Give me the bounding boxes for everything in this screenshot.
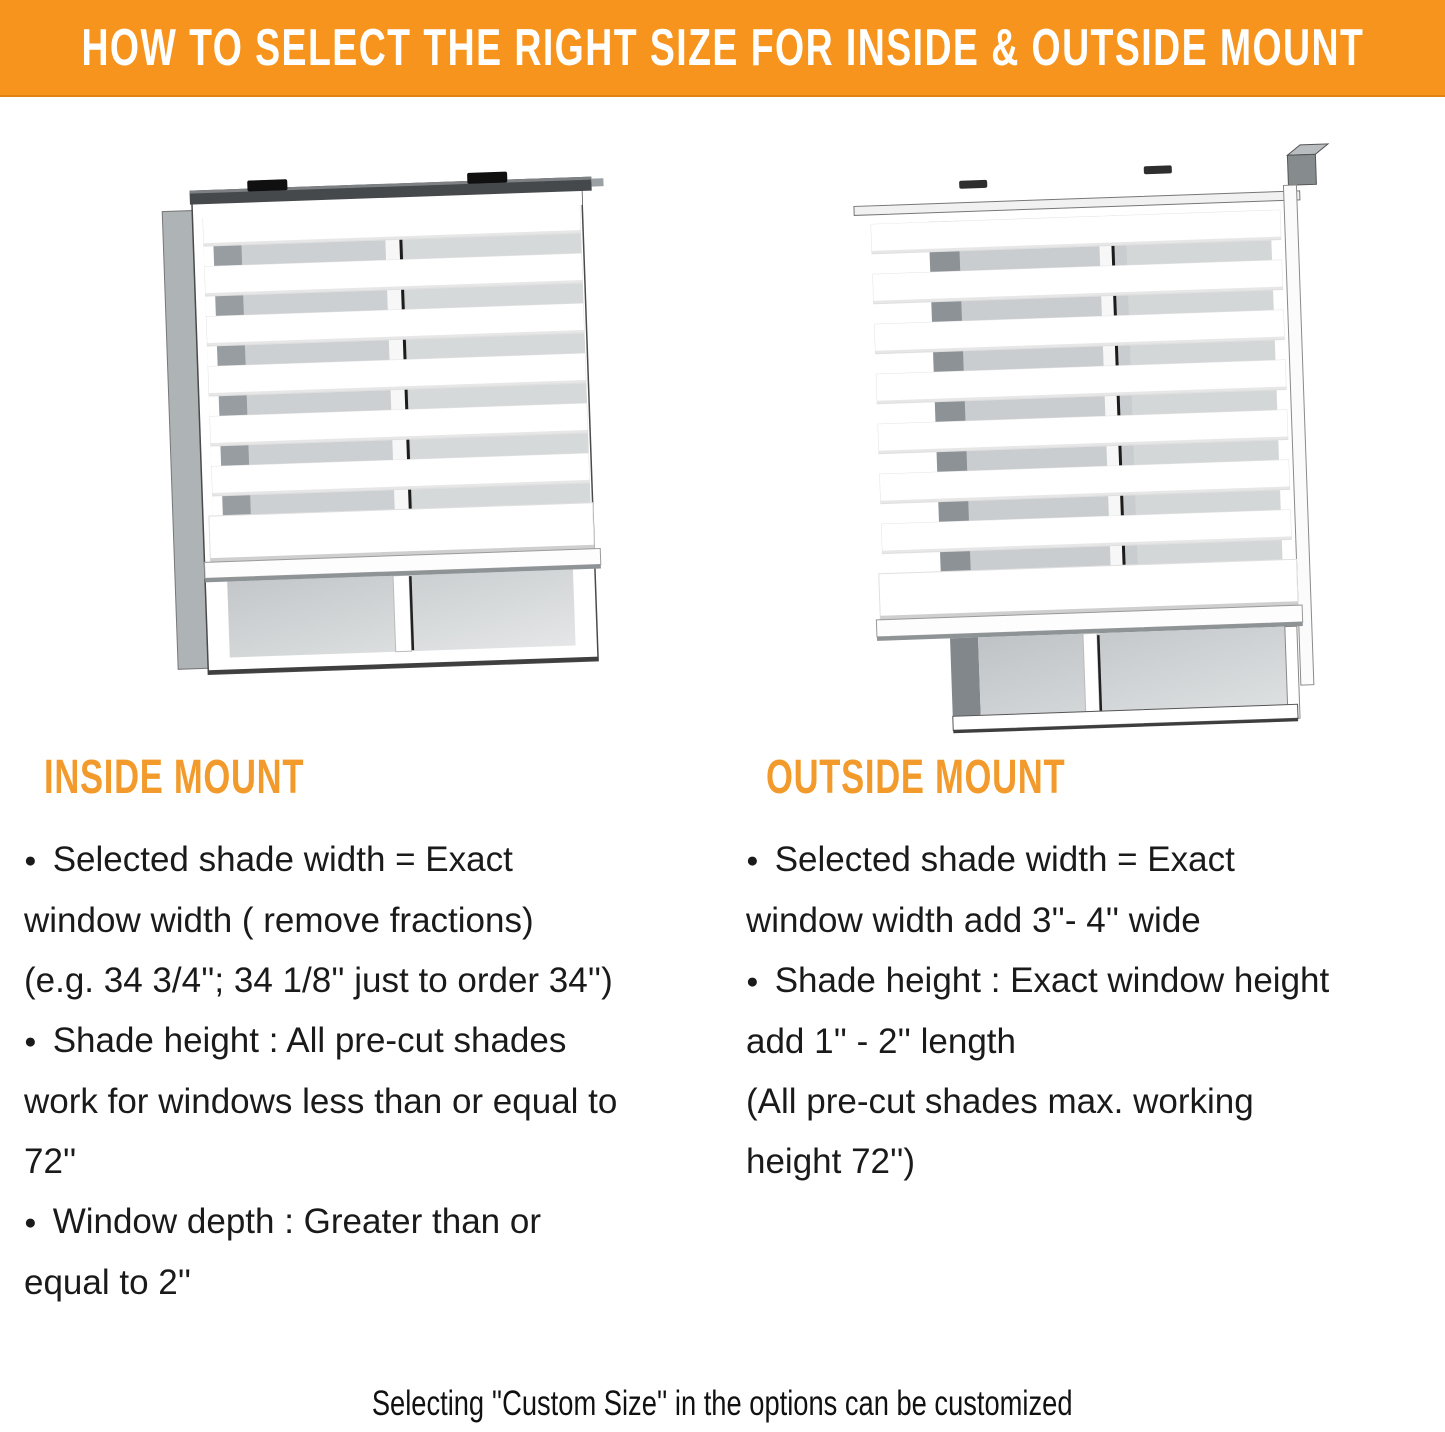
bullet-item: ● Shade height : Exact window height add 1'' - 2'' length (All pre-cut shades max. working height 72''): [746, 961, 1330, 1181]
mounting-bracket-icon: [1144, 165, 1172, 174]
zebra-shade-slats: [202, 203, 590, 516]
window-glass: [978, 627, 1288, 716]
window-left-jamb: [950, 637, 981, 723]
zebra-shade-slats: [871, 210, 1293, 574]
corner-bracket-top: [1287, 144, 1328, 155]
inside-mount-window-drawing: [148, 146, 620, 716]
inside-mount-bullet-list: [24, 830, 724, 1313]
banner-title: HOW TO SELECT THE RIGHT SIZE FOR INSIDE & OUTSIDE MOUNT: [81, 18, 1364, 77]
bullet-item: ● Window depth : Greater than or equal to 2'': [24, 1202, 541, 1302]
bullet-dot: ●: [746, 970, 759, 993]
bullet-dot: ●: [746, 849, 759, 872]
bullet-item: ● Selected shade width = Exact window width add 3''- 4'' wide: [746, 840, 1235, 940]
outside-mount-illustration: [848, 134, 1352, 740]
footer: [0, 1384, 1445, 1424]
bullet-dot: ●: [24, 849, 37, 872]
inside-mount-heading: INSIDE MOUNT: [44, 751, 305, 804]
headrail-end-cap: [591, 178, 603, 186]
bullet-item: ● Selected shade width = Exact window width ( remove fractions) (e.g. 34 3/4''; 34 1/8'' just to order 34''): [24, 840, 613, 1000]
center-mullion: [393, 575, 412, 652]
bullet-item: ● Shade height : All pre-cut shades work for windows less than or equal to 72'': [24, 1021, 618, 1181]
inside-mount-illustration: [148, 146, 620, 716]
outside-mount-window-drawing: [848, 134, 1352, 740]
bullet-dot: ●: [24, 1030, 37, 1053]
outside-mount-bullet-list: [746, 830, 1436, 1192]
bullet-dot: ●: [24, 1211, 37, 1234]
center-mullion: [1083, 633, 1100, 711]
custom-size-note: Selecting ''Custom Size'' in the options can be customized: [372, 1384, 1073, 1423]
mounting-bracket-icon: [959, 180, 987, 189]
corner-bracket-icon: [1287, 154, 1316, 185]
outside-window-group: [852, 144, 1348, 736]
outside-mount-heading: OUTSIDE MOUNT: [766, 751, 1066, 804]
mounting-bracket-icon: [247, 179, 287, 191]
inside-window-group: [161, 168, 620, 675]
top-banner: [0, 0, 1445, 97]
mounting-bracket-icon: [467, 172, 507, 184]
